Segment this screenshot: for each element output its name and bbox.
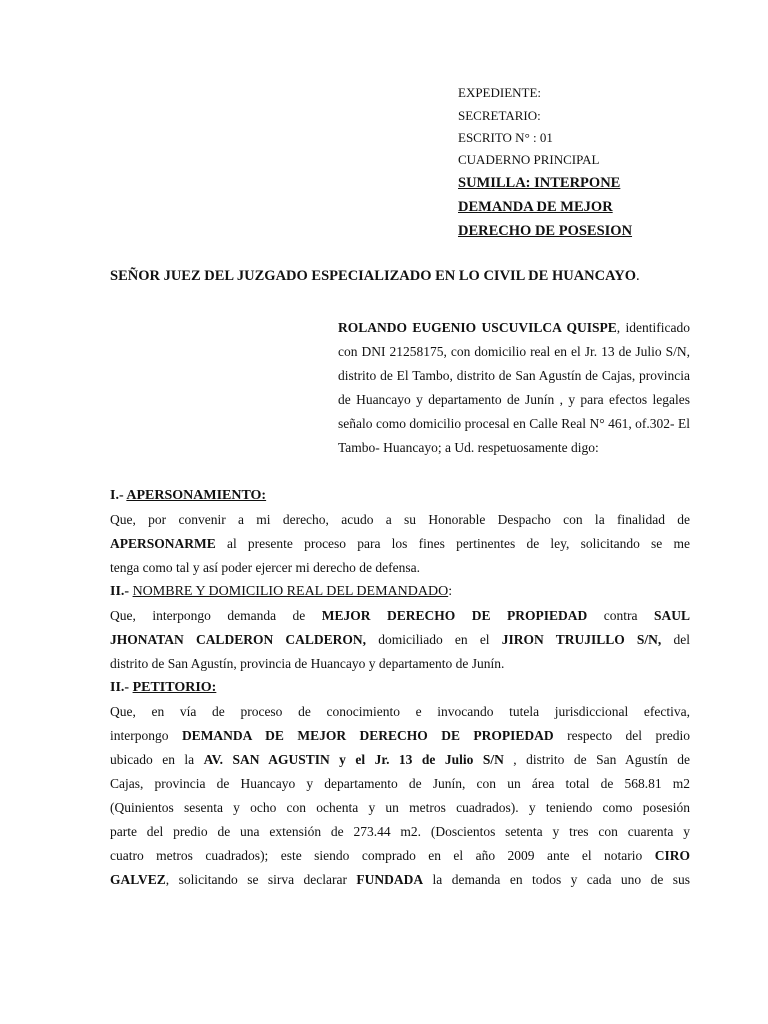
section-3-line-4: Cajas, provincia de Huancayo y departamento de Junín, con un área total de 568.81 m2 [110, 776, 690, 791]
section-1-heading: I.- APERSONAMIENTO: [110, 488, 267, 503]
section-3-line-8: GALVEZ, solicitando se sirva declarar FUNDADA la demanda en todos y cada uno de sus [110, 872, 690, 887]
section-2-line-1: Que, interpongo demanda de MEJOR DERECHO DE PROPIEDAD contra SAUL [110, 608, 690, 623]
judge-address: SEÑOR JUEZ DEL JUZGADO ESPECIALIZADO EN LO CIVIL DE HUANCAYO. [110, 268, 640, 284]
party-identification: ROLANDO EUGENIO USCUVILCA QUISPE, identificado con DNI 21258175, con domicilio real en el Jr. 13 de Julio S/N, distrito de El Tambo, distrito de San Agustín de Cajas, provincia de Huancayo y departamento de Junín , y para efectos legales señalo como domicilio procesal en Calle Real N° 461, of.302- El Tambo- Huancayo; a Ud. respetuosamente digo: [338, 320, 690, 455]
section-1-line-2: APERSONARME al presente proceso para los fines pertinentes de ley, solicitando se me [110, 536, 690, 551]
plaintiff-name: ROLANDO EUGENIO USCUVILCA QUISPE [338, 320, 617, 335]
secretario-label: SECRETARIO: [458, 108, 541, 123]
section-1-line-3: tenga como tal y así poder ejercer mi derecho de defensa. [110, 560, 420, 575]
sumilla-line-1: SUMILLA: INTERPONE [458, 175, 621, 191]
section-1-line-1: Que, por convenir a mi derecho, acudo a su Honorable Despacho con la finalidad de [110, 512, 690, 527]
escrito-label: ESCRITO N° : 01 [458, 130, 553, 145]
section-3-line-1: Que, en vía de proceso de conocimiento e invocando tutela jurisdiccional efectiva, [110, 704, 690, 719]
section-2-line-3: distrito de San Agustín, provincia de Huancayo y departamento de Junín. [110, 656, 505, 671]
section-2-line-2: JHONATAN CALDERON CALDERON, domiciliado en el JIRON TRUJILLO S/N, del [110, 632, 690, 647]
sumilla-line-2: DEMANDA DE MEJOR [458, 199, 613, 215]
section-3-heading: II.- PETITORIO: [110, 680, 217, 695]
expediente-label: EXPEDIENTE: [458, 85, 542, 100]
section-3-line-6: parte del predio de una extensión de 273.44 m2. (Doscientos setenta y tres con cuarenta y [110, 824, 690, 839]
section-3-line-5: (Quinientos sesenta y ocho con ochenta y un metros cuadrados). y teniendo como posesión [110, 800, 690, 815]
section-3-line-3: ubicado en la AV. SAN AGUSTIN y el Jr. 13 de Julio S/N , distrito de San Agustín de [110, 752, 690, 767]
sumilla-line-3: DERECHO DE POSESION [458, 223, 633, 239]
section-3-line-7: cuatro metros cuadrados); este siendo comprado en el año 2009 ante el notario CIRO [110, 848, 690, 863]
section-2-heading: II.- NOMBRE Y DOMICILIO REAL DEL DEMANDADO: [110, 584, 453, 599]
section-3-line-2: interpongo DEMANDA DE MEJOR DERECHO DE PROPIEDAD respecto del predio [110, 728, 690, 743]
cuaderno-label: CUADERNO PRINCIPAL [458, 152, 600, 167]
